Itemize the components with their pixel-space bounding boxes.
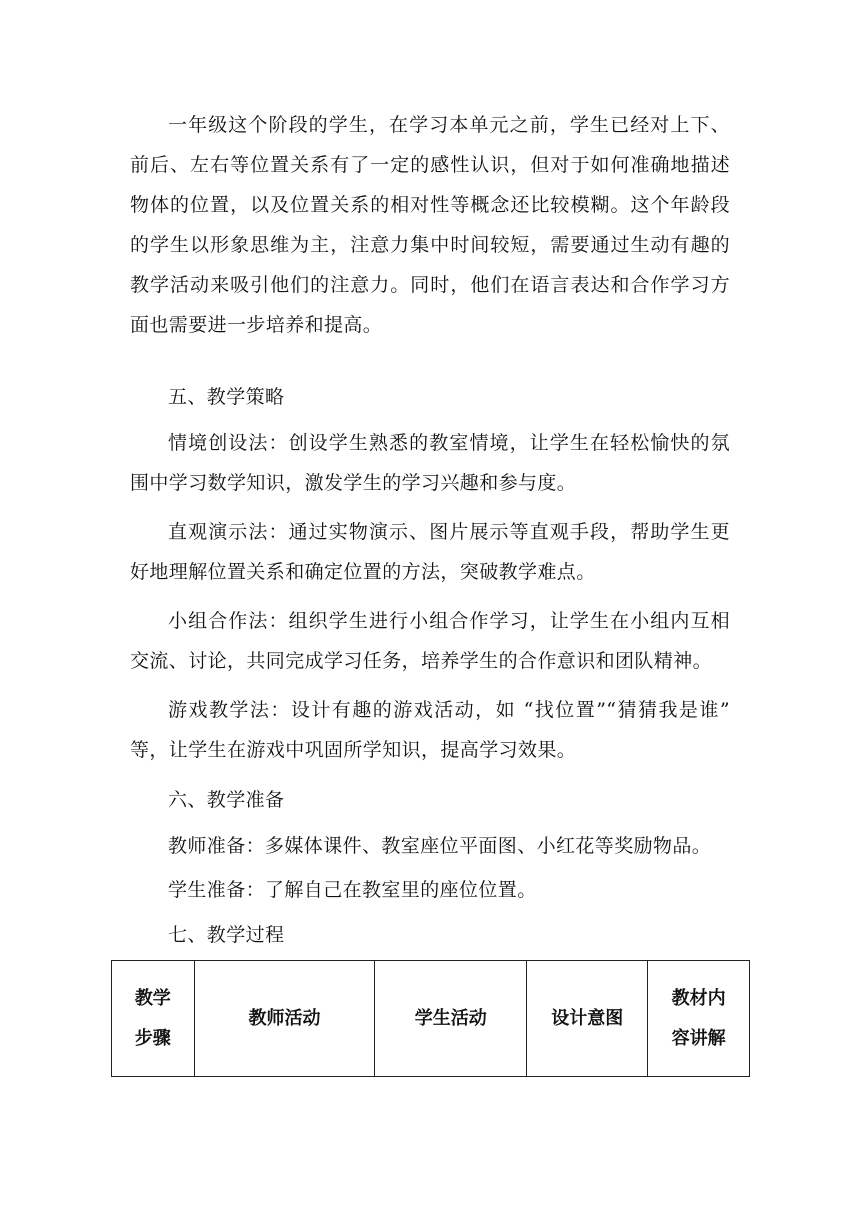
header-teacher-activity-label: 教师活动 [248, 1007, 321, 1029]
strategy-situation-paragraph: 情境创设法：创设学生熟悉的教室情境，让学生在轻松愉快的氛围中学习数学知识，激发学生的学习兴趣和参与度。 [130, 432, 730, 494]
student-preparation-line: 学生准备：了解自己在教室里的座位位置。 [168, 879, 537, 901]
teacher-preparation-line: 教师准备：多媒体课件、教室座位平面图、小红花等奖励物品。 [168, 835, 712, 857]
header-student-activity-label: 学生活动 [414, 1007, 487, 1029]
section-heading-teaching-strategy: 五、教学策略 [168, 386, 285, 408]
header-student-activity [375, 961, 527, 1077]
table-header-row [112, 961, 750, 1077]
header-textbook-explanation-label: 教材内容讲解 [671, 987, 726, 1049]
header-design-intent [527, 961, 648, 1077]
header-design-intent-label: 设计意图 [551, 1007, 624, 1029]
strategy-group-paragraph: 小组合作法：组织学生进行小组合作学习，让学生在小组内互相交流、讨论，共同完成学习任务，培养学生的合作意识和团队精神。 [130, 610, 730, 672]
header-teacher-activity [194, 961, 375, 1077]
strategy-game-paragraph: 游戏教学法：设计有趣的游戏活动，如 “找位置”“猜猜我是谁” 等，让学生在游戏中巩固所学知识，提高学习效果。 [130, 699, 730, 761]
header-teaching-step [112, 961, 195, 1077]
strategy-demonstration-paragraph: 直观演示法：通过实物演示、图片展示等直观手段，帮助学生更好地理解位置关系和确定位置的方法，突破教学难点。 [130, 521, 730, 583]
header-teaching-step-label: 教学步骤 [134, 987, 171, 1049]
section-heading-teaching-preparation: 六、教学准备 [168, 789, 285, 811]
header-textbook-explanation [648, 961, 750, 1077]
intro-paragraph: 一年级这个阶段的学生，在学习本单元之前，学生已经对上下、前后、左右等位置关系有了一定的感性认识，但对于如何准确地描述物体的位置，以及位置关系的相对性等概念还比较模糊。这个年龄段的学生以形象思维为主，注意力集中时间较短，需要通过生动有趣的教学活动来吸引他们的注意力。同时，他们在语言表达和合作学习方面也需要进一步培养和提高。 [130, 114, 730, 336]
section-heading-teaching-process: 七、教学过程 [168, 924, 285, 946]
teaching-process-table [111, 960, 750, 1077]
